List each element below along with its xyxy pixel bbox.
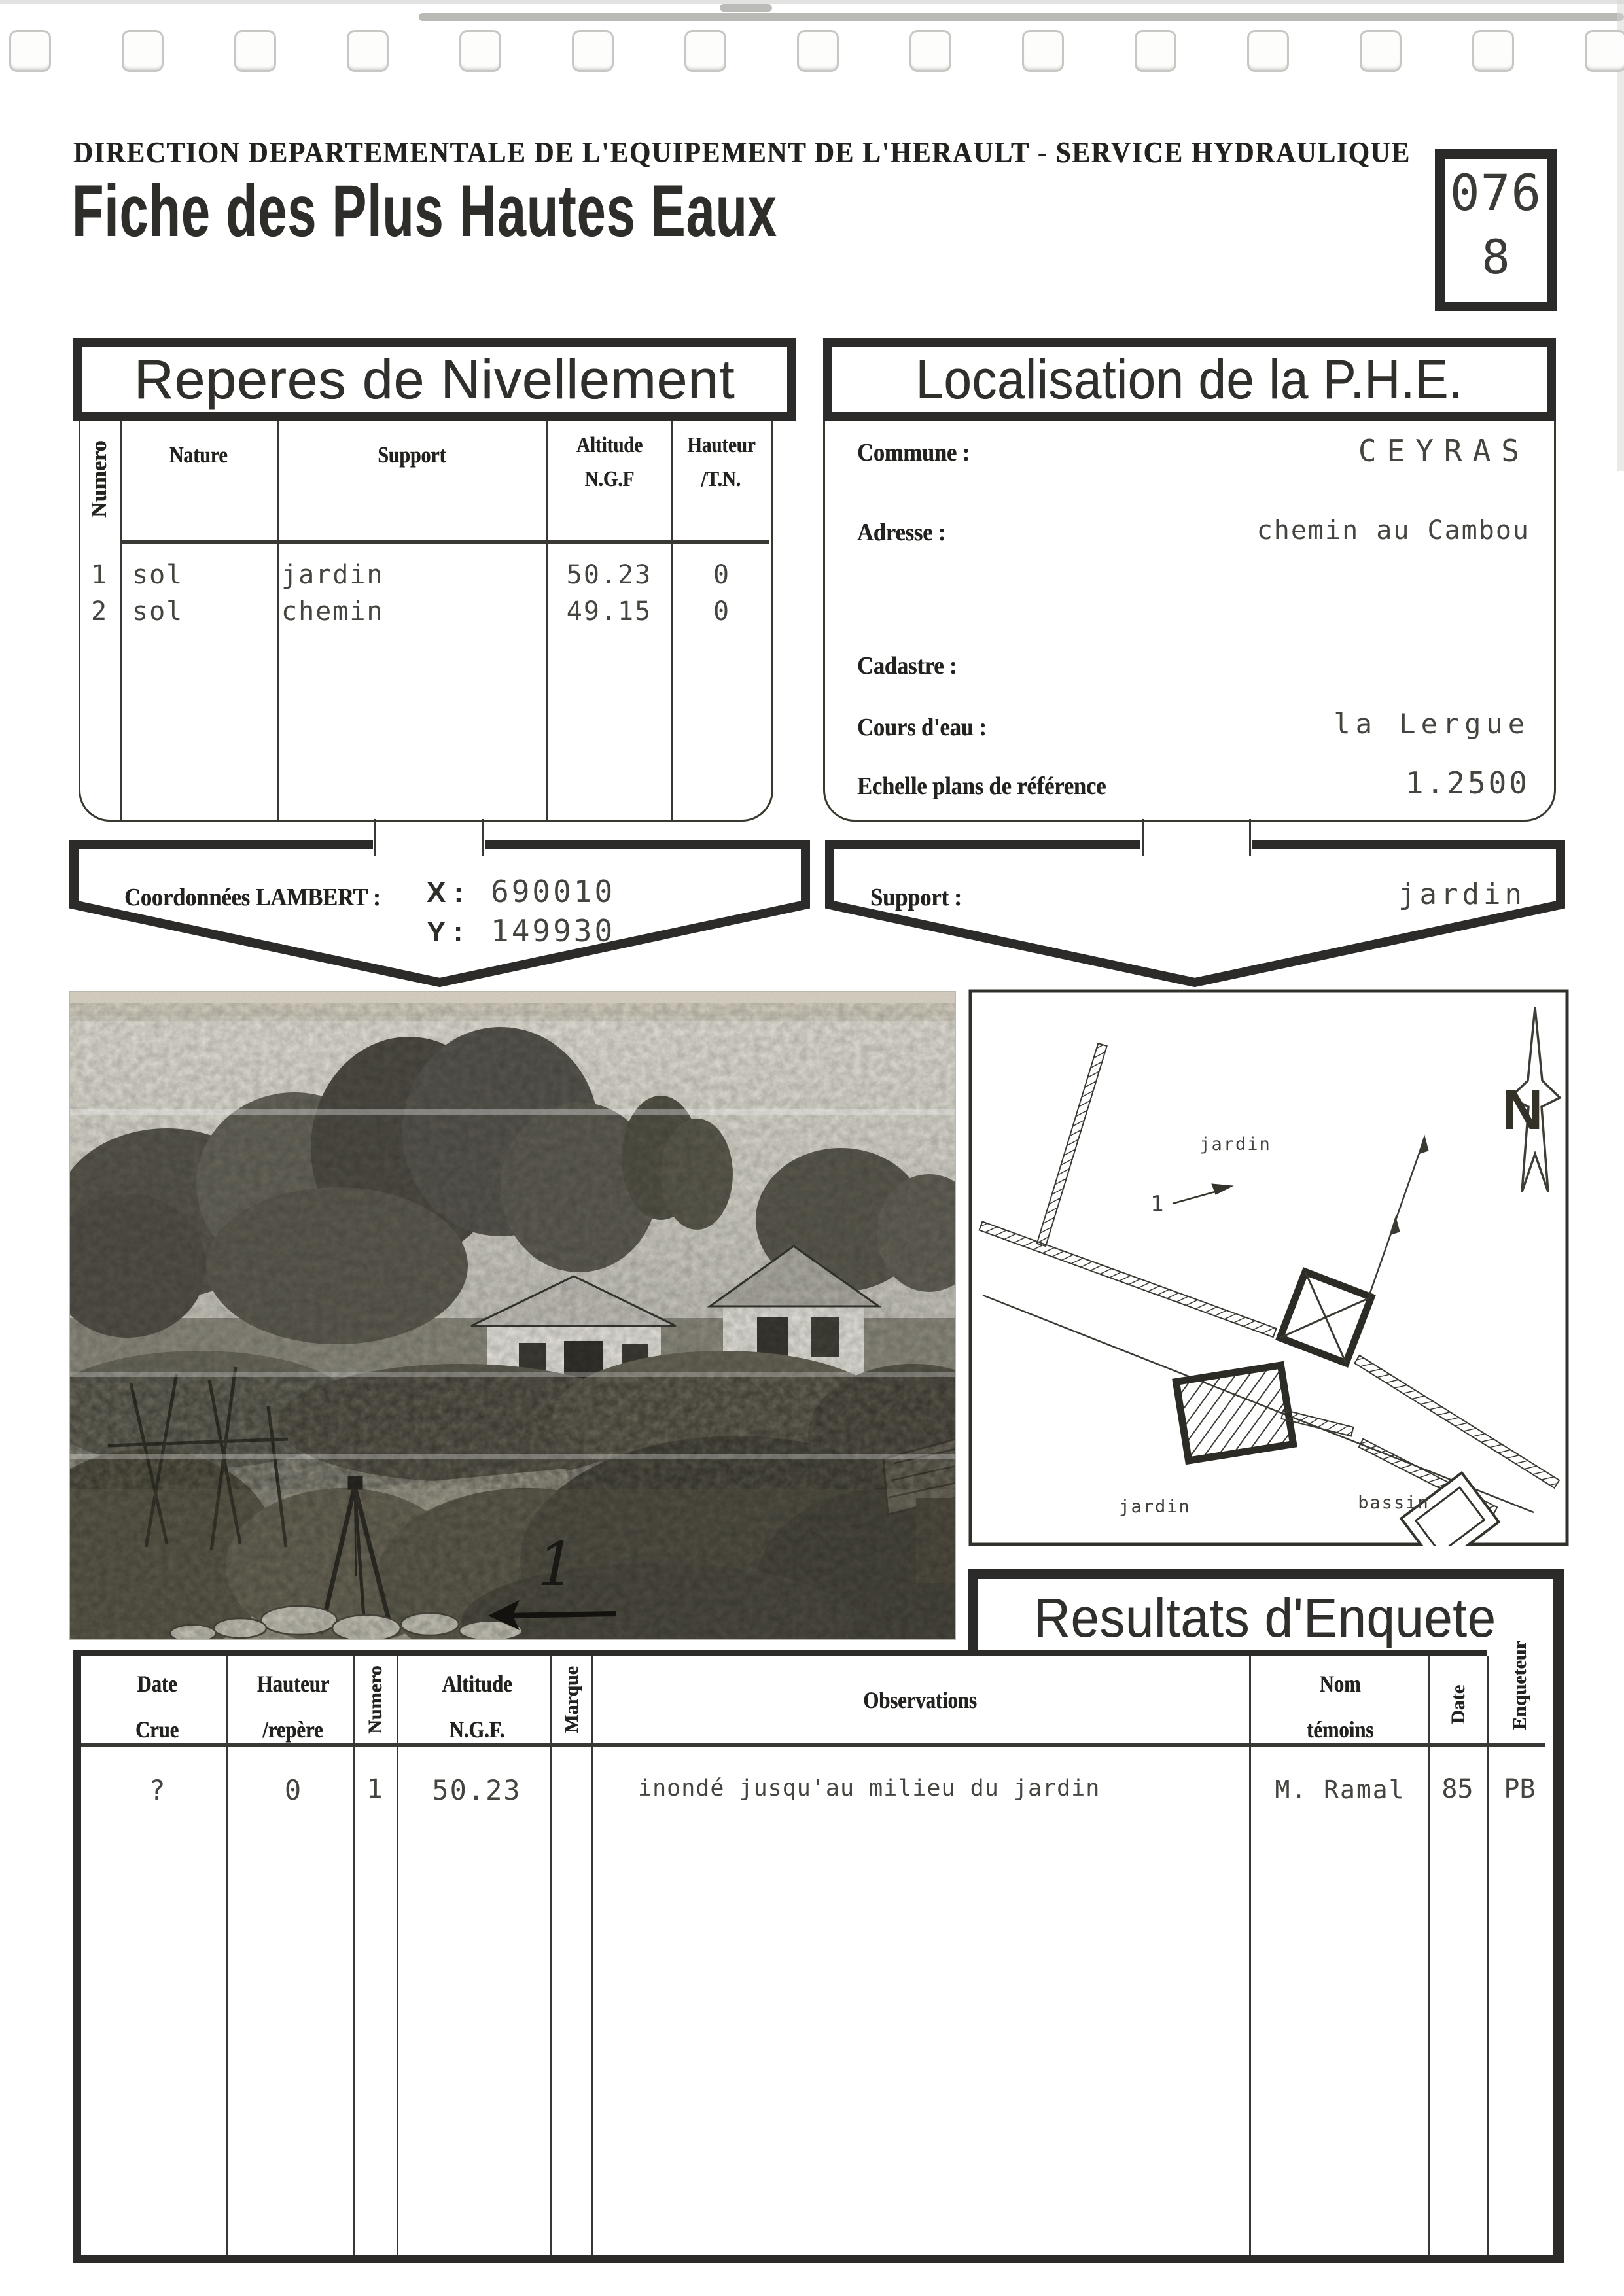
res-val-date-crue: ? [149,1774,166,1806]
res-val-altitude: 50.23 [432,1774,521,1806]
res-col-date: Date [1447,1685,1469,1724]
localisation-commune-label: Commune : [857,439,970,466]
banner-connector [1249,819,1251,856]
binder-hole [347,30,389,72]
scan-edge-shadow [419,13,1624,21]
coordonnees-y-label: Y : [427,916,463,948]
coordonnees-y-value: 149930 [491,913,616,948]
binder-hole [1360,30,1402,72]
reperes-title: Reperes de Nivellement [133,348,735,410]
binder-hole [1585,30,1624,72]
res-val-date: 85 [1441,1774,1474,1804]
res-val-enqueteur: PB [1504,1774,1536,1804]
localisation-cours-eau-value: la Lergue [1333,708,1530,740]
resultats-title: Resultats d'Enquete [1034,1586,1496,1648]
res-val-observations: inondé jusqu'au milieu du jardin [638,1775,1101,1801]
binder-hole [1022,30,1064,72]
agency-line [73,135,1559,171]
banner-connector [374,819,376,856]
reperes-header-box [73,338,796,421]
agency-line-text: DIRECTION DEPARTEMENTALE DE L'EQUIPEMENT DE L'HERAULT - SERVICE HYDRAULIQUE [73,135,1411,169]
localisation-echelle-value: 1.2500 [1405,765,1530,801]
binder-hole [459,30,501,72]
localisation-adresse-value: chemin au Cambou [1256,515,1530,546]
sheet-index: 8 [1481,230,1510,285]
reperes-header-separator [120,540,769,544]
binder-hole [684,30,726,72]
banner-top-gap [373,839,485,854]
binder-hole [1247,30,1289,72]
photo-marker-label: 1 [537,1529,576,1599]
map-jardin-bottom-label: jardin [1119,1497,1191,1517]
page-title-text: Fiche des Plus Hautes Eaux [72,170,777,252]
resultats-top-border [73,1650,1487,1656]
binder-hole [1472,30,1514,72]
page-title [72,169,1080,260]
reperes-col-hauteur: Hauteur /T.N. [686,433,756,491]
reperes-col-numero: Numero [87,440,111,519]
banner-connector [1142,819,1144,856]
localisation-echelle-label: Echelle plans de référence [857,773,1106,800]
site-photo [69,991,956,1640]
support-banner-value: jardin [1398,878,1526,911]
localisation-header-box [823,338,1556,421]
map-marker-label: 1 [1150,1191,1164,1217]
north-label: N [1502,1079,1544,1141]
reperes-colline-support [546,421,548,820]
sheet-number: 076 [1449,164,1542,222]
localisation-cours-eau-label: Cours d'eau : [857,714,987,741]
localisation-adresse-label: Adresse : [857,519,946,546]
reperes-colline-numero [120,421,122,820]
coordonnees-x-value: 690010 [491,874,616,909]
res-col-altitude: Altitude N.G.F. [441,1671,512,1743]
res-col-marque: Marque [561,1666,582,1734]
sheet-number-box [1435,149,1557,311]
res-val-hauteur: 0 [284,1774,302,1806]
banner-top-gap [1140,839,1252,854]
binder-hole [909,30,951,72]
res-col-date-crue: Date Crue [135,1671,179,1743]
binder-hole [9,30,51,72]
map-jardin-top-label: jardin [1199,1134,1271,1155]
scanned-form-page: DIRECTION DEPARTEMENTALE DE L'EQUIPEMENT DE L'HERAULT - SERVICE HYDRAULIQUE Fiche des Plus Hautes Eaux 076 8 Reperes de Nivellement Localisation de la P.H.E. Numero Nature Support Altitude N.G.F Hauteur /T.N. 1 sol jardin 50.23 0 2 sol chemin 49.15 0 Commune : CEYRAS Adresse : chemin au Cambou Cadastre : Cours d'eau : la Lergue Echelle plans de référence 1.2500 Coordonnées LAMBERT : X : 690010 Y : 149930 Support : jardin 1 1 jardin jardin bassin N Resultats d'Enquete Date Crue Hauteur /repère Numero Altitude N.G.F. Marque Observations Nom témoins Date Enqueteur ? 0 1 50.23 inondé jusqu'au milieu du jardin M. Ramal 85 PB [0,0,1624,2296]
binder-hole [234,30,276,72]
map-building-hatched [1176,1365,1293,1461]
res-col-hauteur: Hauteur /repère [256,1671,329,1743]
coordonnees-label: Coordonnées LAMBERT : [124,884,381,911]
reperes-colline-altitude [671,421,673,820]
scan-smudge [720,4,772,12]
coordonnees-banner [69,839,811,988]
coordonnees-x-label: X : [427,877,464,909]
support-banner [824,839,1566,988]
res-col-nom: Nom témoins [1307,1671,1373,1743]
localisation-commune-value: CEYRAS [1358,433,1530,468]
binder-hole [1135,30,1176,72]
binder-hole [122,30,164,72]
localisation-panel [823,421,1556,822]
res-val-numero: 1 [366,1774,383,1804]
resultats-header-box [968,1569,1564,1656]
banner-connector [482,819,484,856]
binder-hole [572,30,614,72]
map-bassin-label: bassin [1358,1493,1430,1513]
res-col-numero: Numero [364,1665,386,1735]
localisation-cadastre-label: Cadastre : [857,652,957,680]
binder-hole [797,30,839,72]
reperes-col-support: Support [377,442,446,468]
reperes-col-altitude: Altitude N.G.F [576,433,643,491]
reperes-colline-nature [277,421,279,820]
res-col-observations: Observations [863,1687,977,1713]
support-banner-label: Support : [870,884,962,911]
reperes-col-nature: Nature [169,442,228,468]
location-sketch-map [968,989,1569,1546]
scan-edge-strip [0,0,1624,4]
localisation-title: Localisation de la P.H.E. [915,348,1464,410]
res-val-nom: M. Ramal [1275,1775,1405,1804]
res-col-enqueteur: Enqueteur [1509,1641,1530,1731]
